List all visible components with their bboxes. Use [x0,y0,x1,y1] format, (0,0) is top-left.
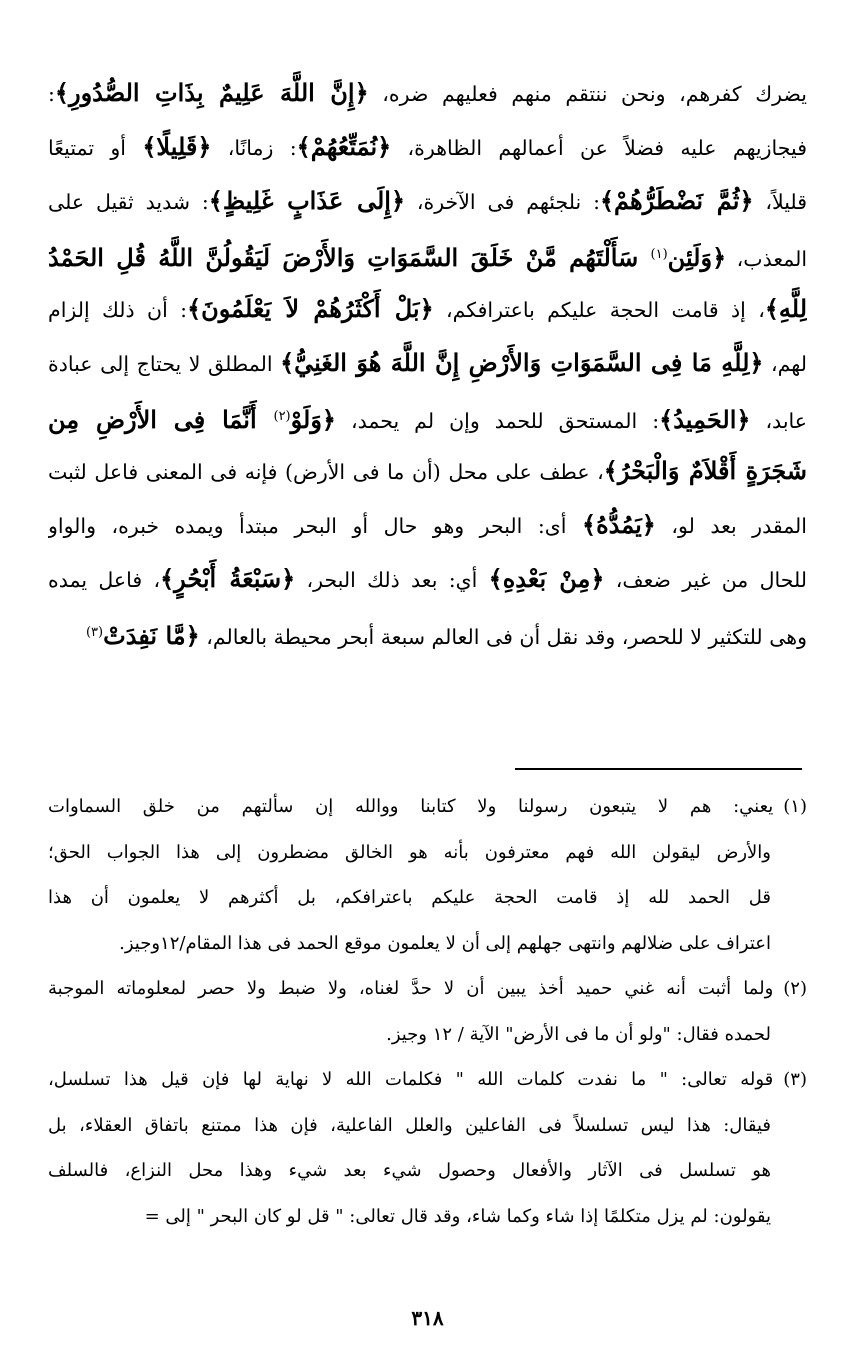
footnote-text: والأرض ليقولن الله فهم معترفون بأنه هو الخالق مضطرون إلى هذا الجواب الحق؛ [48,841,771,863]
footnote-text: قوله تعالى: " ما نفدت كلمات الله " فكلمات الله لا نهاية لها فإن قيل هذا تسلسل، [48,1069,774,1090]
footnote-text: يقولون: لم يزل متكلمًا إذا شاء وكما شاء، وقد قال تعالى: " قل لو كان البحر " إلى = [144,1205,771,1227]
main-text-line [48,390,807,444]
footnote-line [48,1103,807,1149]
commentary-text: : [48,82,55,106]
commentary-text: : شديد ثقيل على [48,190,209,214]
commentary-text: المعذب، [726,246,807,271]
footnote-marker: (٣) [85,625,104,640]
quran-verse: ﴿مِنْ بَعْدِهِ﴾ [488,564,605,593]
footnote-line [48,784,807,830]
main-text-line [48,228,807,282]
commentary-text: : نلجئهم فى الآخرة، [405,190,600,214]
commentary-text: : المستحق للحمد وإن لم يحمد، [336,408,660,433]
footnote-line [48,1148,807,1194]
commentary-text: لهم، [763,352,807,376]
commentary-text: للحال من غير ضعف، [604,568,807,592]
commentary-text: أو تمتيعًا [48,136,143,160]
main-text-line [48,66,807,120]
quran-verse: شَجَرَةٍ أَقْلاَمٌ وَالْبَحْرُ﴾ [603,456,807,485]
footnote-number: (١) [783,796,807,817]
commentary-text: ، إذ قامت الحجة عليكم باعترافكم، [433,298,765,322]
main-text-line [48,444,807,498]
footnote-number: (٢) [783,978,807,999]
footnote-marker: (٢) [273,409,291,424]
quran-verse: ﴿إِنَّ اللَّهَ عَلِيمٌ بِذَاتِ الصُّدُورِ﴾ [54,78,369,107]
quran-verse: لِلَّهِ﴾ [764,294,807,323]
footnote-text: لحمده فقال: "ولو أن ما فى الأرض" الآية / ١٢ وجيز. [386,1023,771,1045]
commentary-text: ، فاعل يمده [48,568,161,592]
footnote-text: يعني: هم لا يتبعون رسولنا ولا كتابنا ووالله إن سألتهم من خلق السماوات [48,796,774,817]
footnote-text: هو تسلسل فى الآثار والأفعال وحصول شيء بعد شيء وهذا محل النزاع، فالسلف [48,1160,771,1181]
main-text-block [48,66,807,660]
commentary-text: وهى للتكثير لا للحصر، وقد نقل أن فى العالم سبعة أبحر محيطة بالعالم، [199,624,807,649]
main-text-line [48,282,807,336]
main-text-line [48,552,807,606]
footnote-line [48,875,807,921]
main-text-line [48,120,807,174]
quran-verse: ﴿بَلْ أَكْثَرُهُمْ لاَ يَعْلَمُونَ﴾ [187,294,434,323]
footnote-text: قل الحمد لله إذ قامت الحجة عليكم باعترافكم، بل أكثرهم لا يعلمون أن هذا [48,887,771,908]
commentary-text: عابد، [750,408,807,433]
commentary-text: أى: البحر وهو حال أو البحر مبتدأ ويمده خبره، والواو [48,514,583,538]
quran-verse: سَأَلْتَهُم مَّنْ خَلَقَ السَّمَوَاتِ وَالأَرْضَ لَيَقُولُنَّ اللَّهُ قُلِ الحَمْدُ [48,242,651,272]
commentary-text: : زمانًا، [211,136,297,160]
quran-verse: ﴿ثُمَّ نَضْطَرُّهُمْ﴾ [599,186,754,215]
footnote-divider [515,768,802,770]
footnote-line [48,921,807,967]
commentary-text: أي: بعد ذلك البحر، [295,568,489,592]
commentary-text: فيجازيهم عليه فضلاً عن أعمالهم الظاهرة، [391,136,807,160]
footnote-marker: (١) [650,247,668,262]
commentary-text: المقدر بعد لو، [655,514,807,538]
commentary-text: يضرك كفرهم، ونحن ننتقم منهم فعليهم ضره، [368,82,807,106]
footnote-text: اعتراف على ضلالهم وانتهى جهلهم إلى أن لا يعلمون موقع الحمد فى هذا المقام/١٢وجيز. [119,932,771,954]
quran-verse: أَنَّمَا فِى الأَرْضِ مِن [48,404,274,434]
quran-verse: ﴿وَلَوْ [290,404,336,434]
footnote-line [48,1194,807,1240]
footnote-text: فيقال: هذا ليس تسلسلاً فى الفاعلين والعلل الفاعلية، فإن هذا ممتنع باتفاق العقلاء، بل [48,1114,771,1136]
commentary-text: : أن ذلك إلزام [48,298,188,322]
main-text-line [48,606,807,660]
quran-verse: ﴿مَّا نَفِدَتْ [103,620,200,650]
footnote-number: (٣) [783,1069,807,1090]
main-text-line [48,174,807,228]
footnote-line [48,1057,807,1103]
commentary-text: ، عطف على محل (أن ما فى الأرض) فإنه فى المعنى فاعل لثبت [48,460,604,484]
main-text-line [48,336,807,390]
quran-verse: ﴿نُمَتِّعُهُمْ﴾ [296,132,392,161]
quran-verse: ﴿الحَمِيدُ﴾ [659,404,751,434]
footnotes-block [48,784,807,1239]
quran-verse: ﴿لِلَّهِ مَا فِى السَّمَوَاتِ وَالأَرْضِ إِنَّ اللَّهَ هُوَ الغَنِيُّ﴾ [280,348,764,377]
footnote-text: ولما أثبت أنه غني حميد أخذ يبين أن لا حدَّ لغناه، ولا ضبط ولا حصر لمعلوماته الموجبة [48,978,774,999]
quran-verse: ﴿سَبْعَةُ أَبْحُرٍ﴾ [160,564,296,593]
main-text-line [48,498,807,552]
quran-verse: ﴿قَلِيلًا﴾ [142,132,212,161]
footnote-line [48,830,807,876]
page-number: ٣١٨ [411,1306,444,1330]
footnote-line [48,1012,807,1058]
quran-verse: ﴿وَلَئِن [667,242,727,272]
quran-verse: ﴿إِلَى عَذَابٍ غَلِيظٍ﴾ [208,186,406,215]
commentary-text: المطلق لا يحتاج إلى عبادة [48,352,281,376]
quran-verse: ﴿يَمُدُّهُ﴾ [582,510,656,539]
commentary-text: قليلاً، [753,190,807,214]
footnote-line [48,966,807,1012]
